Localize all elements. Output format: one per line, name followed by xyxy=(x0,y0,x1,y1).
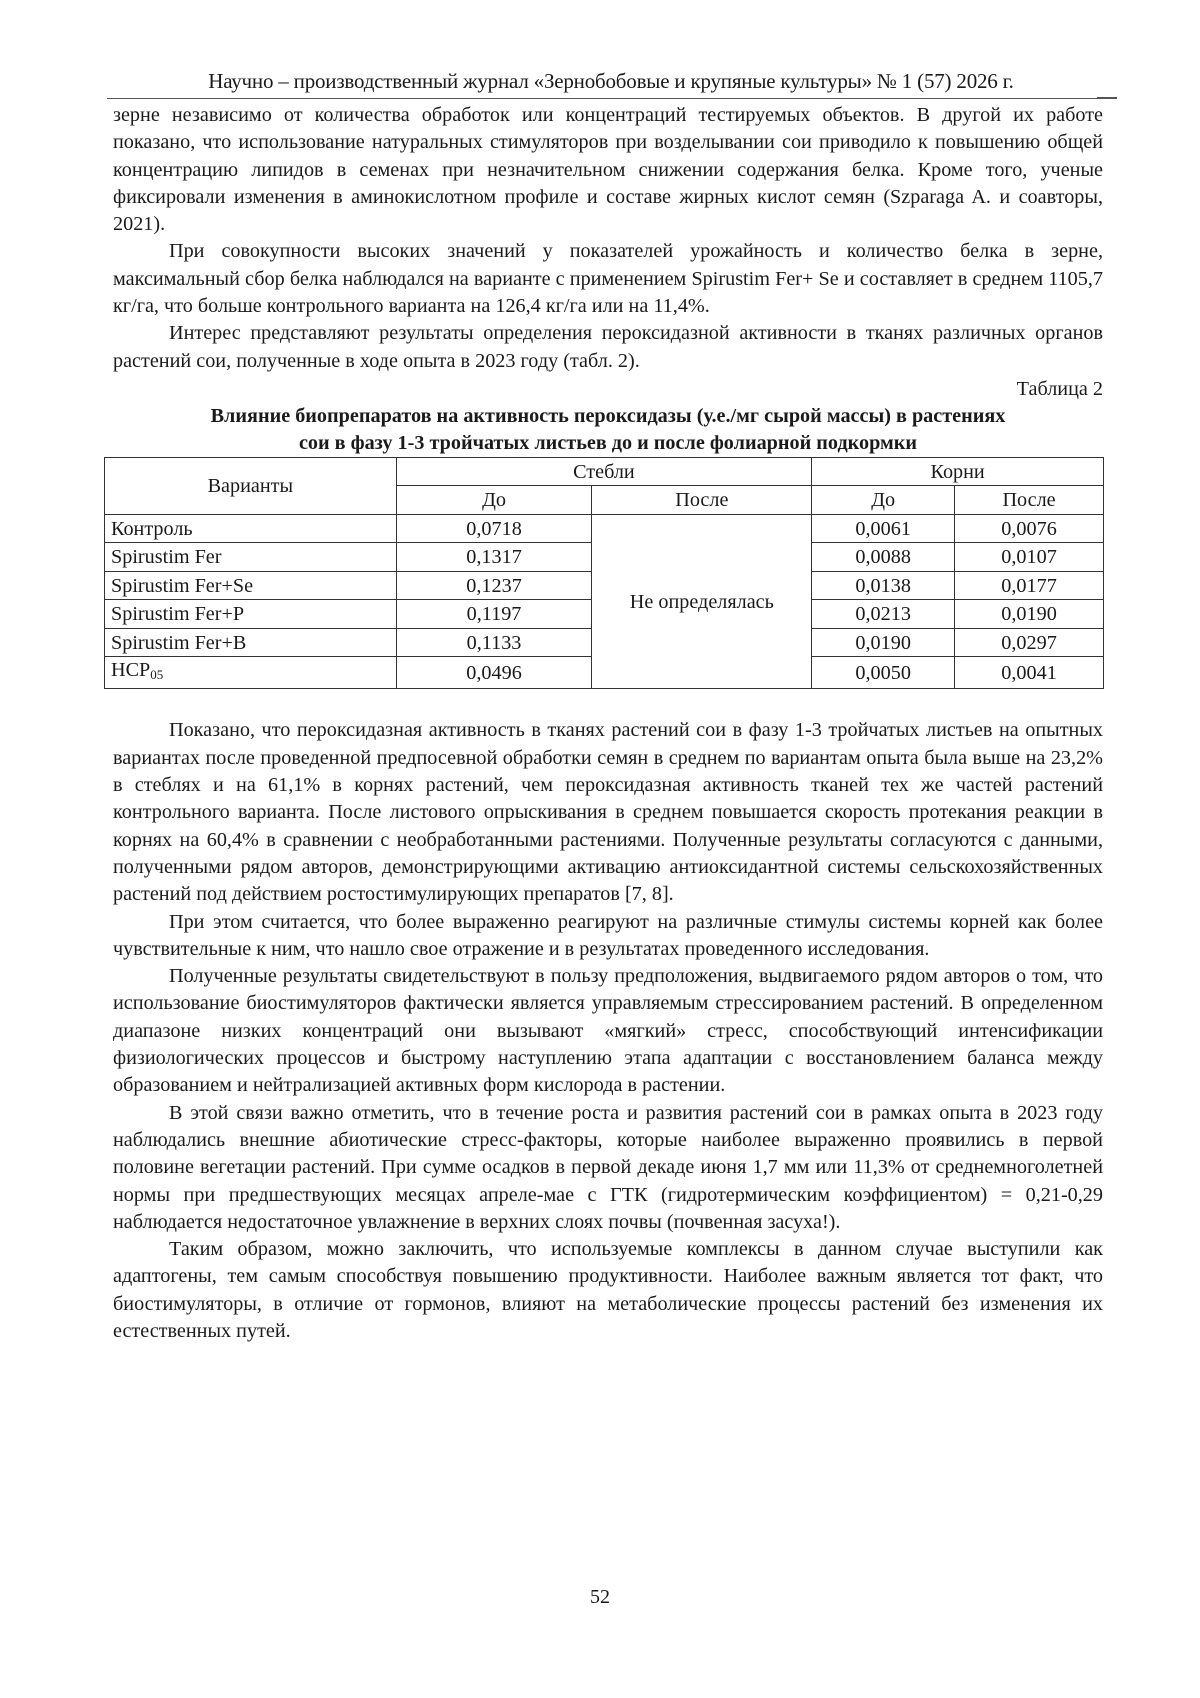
header-rule-tick xyxy=(1097,97,1117,99)
cell-stems-before: 0,0496 xyxy=(396,657,592,689)
header-stems-before: До xyxy=(396,486,592,515)
page xyxy=(113,66,1103,1345)
cell-roots-after: 0,0076 xyxy=(955,514,1104,543)
cell-stems-before: 0,1197 xyxy=(396,600,592,629)
cell-stems-before: 0,1237 xyxy=(396,571,592,600)
header-roots-after: После xyxy=(955,486,1104,515)
cell-variant: Spirustim Fer xyxy=(105,543,397,572)
cell-variant: Spirustim Fer+B xyxy=(105,628,397,657)
running-header: Научно – производственный журнал «Зернобобовые и крупяные культуры» № 1 (57) 2026 г. xyxy=(208,69,1014,93)
cell-variant-lsd xyxy=(105,657,397,689)
body-after-table xyxy=(113,717,1103,1345)
cell-roots-before: 0,0138 xyxy=(812,571,955,600)
paragraph: Полученные результаты свидетельствуют в пользу предположения, выдвигаемого рядом авторов о том, что использование биостимуляторов фактически является управляемым стрессированием растений. В определенном диапазоне низких концентраций они вызывают «мягкий» стресс, способствующий интенсификации физиологических процессов и быстрому наступлению этапа адаптации с восстановлением баланса между образованием и нейтрализацией активных форм кислорода в растении. xyxy=(113,965,1103,1097)
body-before-table xyxy=(113,102,1103,375)
cell-roots-before: 0,0061 xyxy=(812,514,955,543)
table-label: Таблица 2 xyxy=(1016,377,1103,400)
cell-stems-before: 0,1317 xyxy=(396,543,592,572)
lsd-subscript: 05 xyxy=(150,667,164,683)
paragraph: Показано, что пероксидазная активность в тканях растений сои в фазу 1-3 тройчатых листьев на опытных вариантах после проведенной предпосевной обработки семян в среднем по вариантам опыта была выше на 23,2% в стеблях и на 61,1% в корнях растений, чем пероксидазная активность тканей тех же частей растений контрольного варианта. После листового опрыскивания в среднем повышается скорость протекания реакции в корнях на 60,4% в сравнении с необработанными растениями. Полученные результаты согласуются с данными, полученными рядом авторов, демонстрирующими активацию антиоксидантной системы сельскохозяйственных растений под действием ростостимулирующих препаратов [7, 8]. xyxy=(113,719,1103,906)
header-stems-after: После xyxy=(592,486,812,515)
table-header-row-1 xyxy=(105,457,1104,486)
table-title-line-1: Влияние биопрепаратов на активность пероксидазы (у.е./мг сырой массы) в растениях xyxy=(210,404,1006,427)
page-number: 52 xyxy=(590,1586,610,1608)
cell-stems-before: 0,1133 xyxy=(396,628,592,657)
cell-roots-after: 0,0107 xyxy=(955,543,1104,572)
cell-roots-before: 0,0190 xyxy=(812,628,955,657)
peroxidase-table xyxy=(104,457,1104,690)
lsd-label: НСР xyxy=(111,659,151,682)
cell-variant: Spirustim Fer+P xyxy=(105,600,397,629)
header-roots: Корни xyxy=(812,457,1104,486)
cell-roots-after: 0,0041 xyxy=(955,657,1104,689)
table-row xyxy=(105,514,1104,543)
cell-roots-after: 0,0297 xyxy=(955,628,1104,657)
cell-variant: Spirustim Fer+Se xyxy=(105,571,397,600)
cell-variant: Контроль xyxy=(105,514,397,543)
paragraph: При этом считается, что более выраженно реагируют на различные стимулы системы корней как более чувствительные к ним, что нашло свое отражение и в результатах проведенного исследования. xyxy=(113,910,1103,960)
header-roots-before: До xyxy=(812,486,955,515)
cell-stems-before: 0,0718 xyxy=(396,514,592,543)
header-variants: Варианты xyxy=(105,457,397,514)
cell-roots-before: 0,0050 xyxy=(812,657,955,689)
paragraph: В этой связи важно отметить, что в течение роста и развития растений сои в рамках опыта в 2023 году наблюдались внешние абиотические стресс-факторы, которые наиболее выраженно проявились в первой половине вегетации растений. При сумме осадков в первой декаде июня 1,7 мм или 11,3% от среднемноголетней нормы при предшествующих месяцах апреле-мае с ГТК (гидротермическим коэффициентом) = 0,21-0,29 наблюдается недостаточное увлажнение в верхних слоях почвы (почвенная засуха!). xyxy=(113,1101,1103,1233)
cell-stems-after-merged: Не определялась xyxy=(592,514,812,689)
cell-roots-before: 0,0088 xyxy=(812,543,955,572)
header-rule xyxy=(107,98,1107,99)
header-stems: Стебли xyxy=(396,457,812,486)
paragraph: зерне независимо от количества обработок или концентраций тестируемых объектов. В другой их работе показано, что использование натуральных стимуляторов при возделывании сои приводило к повышению общей концентрацию липидов в семенах при незначительном снижении содержания белка. Кроме того, ученые фиксировали изменения в аминокислотном профиле и составе жирных кислот семян (Szparaga A. и соавторы, 2021). xyxy=(113,104,1103,236)
paragraph: Интерес представляют результаты определения пероксидазной активности в тканях различных органов растений сои, полученные в ходе опыта в 2023 году (табл. 2). xyxy=(113,322,1103,372)
cell-roots-after: 0,0177 xyxy=(955,571,1104,600)
paragraph: При совокупности высоких значений у показателей урожайность и количество белка в зерне, максимальный сбор белка наблюдался на варианте с применением Spirustim Fer+ Se и составляет в среднем 1105,7 кг/га, что больше контрольного варианта на 126,4 кг/га или на 11,4%. xyxy=(113,240,1103,318)
table-title-line-2: сои в фазу 1-3 тройчатых листьев до и после фолиарной подкормки xyxy=(298,431,918,454)
cell-roots-after: 0,0190 xyxy=(955,600,1104,629)
paragraph: Таким образом, можно заключить, что используемые комплексы в данном случае выступили как адаптогены, тем самым способствуя повышению продуктивности. Наиболее важным является тот факт, что биостимуляторы, в отличие от гормонов, влияют на метаболические процессы растений без изменения их естественных путей. xyxy=(113,1238,1103,1342)
cell-roots-before: 0,0213 xyxy=(812,600,955,629)
